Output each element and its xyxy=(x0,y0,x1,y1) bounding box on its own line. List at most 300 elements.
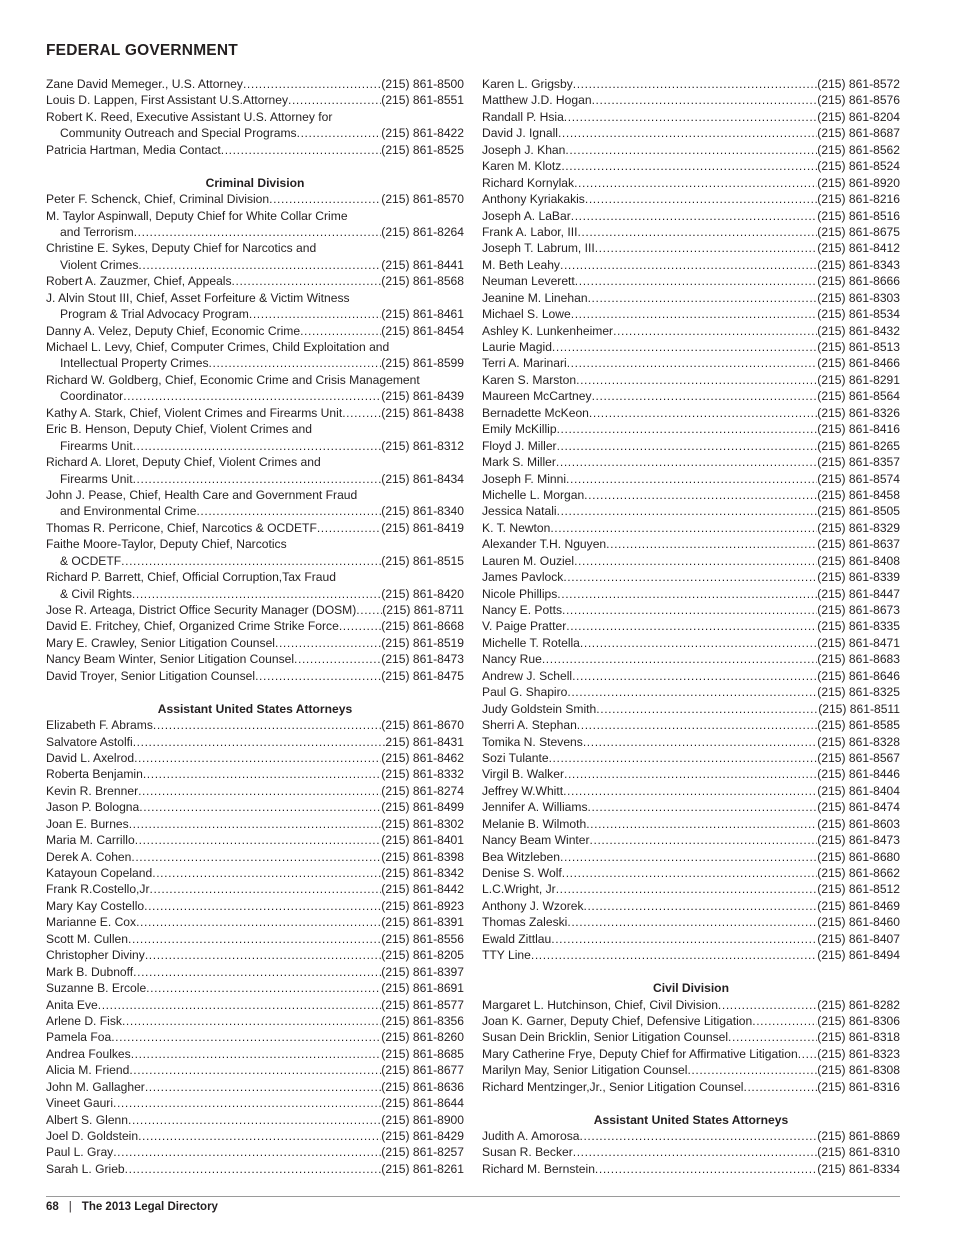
directory-entry xyxy=(482,849,900,865)
directory-entry xyxy=(482,240,900,256)
directory-entry xyxy=(46,191,464,207)
dot-leader xyxy=(571,306,818,322)
entry-name: and Terrorism xyxy=(60,224,134,239)
entry-phone: (215) 861-8603 xyxy=(817,816,900,831)
directory-entry xyxy=(482,175,900,191)
entry-name: Vineet Gauri xyxy=(46,1096,114,1111)
entry-name: Alicia M. Friend xyxy=(46,1063,130,1078)
dot-leader xyxy=(557,586,817,602)
entry-phone: (215) 861-8662 xyxy=(817,866,900,880)
entry-phone: (215) 861-8577 xyxy=(381,997,464,1012)
dot-leader xyxy=(560,849,817,865)
dot-leader xyxy=(613,323,817,339)
right-column xyxy=(482,76,900,1177)
entry-phone: (215) 861-8515 xyxy=(381,553,464,568)
directory-entry xyxy=(482,701,900,717)
dot-leader xyxy=(556,881,818,897)
entry-phone: (215) 861-8473 xyxy=(381,652,464,667)
directory-entry xyxy=(482,684,900,700)
dot-leader xyxy=(132,586,381,602)
entry-name: Anthony J. Wzorek xyxy=(482,898,584,913)
dot-leader xyxy=(564,109,818,125)
entry-name: Sherri A. Stephan xyxy=(482,718,577,733)
directory-entry xyxy=(482,487,900,503)
entry-name: Suzanne B. Ercole xyxy=(46,981,147,996)
directory-entry xyxy=(482,947,900,963)
dot-leader xyxy=(563,783,817,799)
entry-title-line: M. Taylor Aspinwall, Deputy Chief for White Collar Crime xyxy=(46,208,348,223)
dot-leader xyxy=(339,618,381,634)
directory-entry xyxy=(46,224,464,240)
entry-name: Alexander T.H. Nguyen xyxy=(482,537,607,552)
entry-name: Marianne E. Cox xyxy=(46,915,137,930)
entry-phone: 215) 861-8431 xyxy=(385,734,464,749)
directory-entry xyxy=(46,832,464,848)
dot-leader xyxy=(584,898,818,914)
entry-phone: (215) 861-8466 xyxy=(817,356,900,371)
dot-leader xyxy=(136,914,381,930)
entry-name: Joan K. Garner, Deputy Chief, Defensive Litigation xyxy=(482,1013,753,1028)
directory-entry xyxy=(46,1112,464,1128)
entry-phone: (215) 861-8525 xyxy=(381,142,464,157)
directory-entry xyxy=(46,865,464,881)
directory-entry xyxy=(482,1013,900,1029)
entry-name: Paul L. Gray xyxy=(46,1145,114,1160)
entry-name: Ewald Zittlau xyxy=(482,931,552,946)
entry-phone: (215) 861-8335 xyxy=(817,619,900,634)
dot-leader xyxy=(573,76,818,92)
dot-leader xyxy=(596,701,818,717)
directory-entry xyxy=(46,816,464,832)
entry-name: Nancy Beam Winter, Senior Litigation Counsel xyxy=(46,652,295,667)
directory-entry xyxy=(46,1029,464,1045)
dot-leader xyxy=(113,1144,381,1160)
entry-name: Louis D. Lappen, First Assistant U.S.Attorney xyxy=(46,93,288,108)
section-heading: Assistant United States Attorneys xyxy=(593,1112,789,1127)
entry-phone: (215) 861-8499 xyxy=(381,800,464,815)
directory-entry xyxy=(482,339,900,355)
directory-entry xyxy=(46,1144,464,1160)
entry-phone: (215) 861-8282 xyxy=(817,997,900,1012)
dot-leader xyxy=(550,520,817,536)
entry-name: Tomika N. Stevens xyxy=(482,734,583,749)
dot-leader xyxy=(138,1128,381,1144)
dot-leader xyxy=(752,1013,817,1029)
entry-name: Terri A. Marinari xyxy=(482,356,567,371)
entry-name: Nancy Rue xyxy=(482,652,542,667)
entry-phone: (215) 861-8216 xyxy=(817,192,900,207)
entry-name: Nicole Phillips xyxy=(482,586,558,601)
entry-phone: (215) 861-8303 xyxy=(817,290,900,305)
entry-name: Andrea Foulkes xyxy=(46,1046,131,1061)
entry-name: Maria M. Carrillo xyxy=(46,833,135,848)
dot-leader xyxy=(356,602,382,618)
entry-name: Judith A. Amorosa xyxy=(482,1129,580,1143)
directory-entry xyxy=(482,109,900,125)
entry-name: Danny A. Velez, Deputy Chief, Economic Crime xyxy=(46,323,301,338)
entry-phone: (215) 861-8412 xyxy=(817,241,900,256)
entry-name: Laurie Magid xyxy=(482,340,552,354)
dot-leader xyxy=(577,224,817,240)
entry-name: Sarah L. Grieb xyxy=(46,1161,125,1176)
section-spacer xyxy=(482,964,900,980)
entry-phone: (215) 861-8261 xyxy=(381,1161,464,1176)
entry-name: Anthony Kyriakakis xyxy=(482,192,585,207)
directory-entry xyxy=(482,273,900,289)
entry-phone: (215) 861-8204 xyxy=(817,109,900,124)
entry-phone: (215) 861-8308 xyxy=(817,1063,900,1078)
entry-name: Scott M. Cullen xyxy=(46,931,128,946)
entry-name: Ashley K. Lunkenheimer xyxy=(482,323,614,338)
entry-name: Joel D. Goldstein xyxy=(46,1129,139,1143)
entry-title-line: Robert K. Reed, Executive Assistant U.S. Attorney for xyxy=(46,109,333,124)
directory-entry xyxy=(46,980,464,996)
dot-leader xyxy=(144,898,381,914)
entry-name: Elizabeth F. Abrams xyxy=(46,718,153,733)
dot-leader xyxy=(133,471,382,487)
entry-name: David J. Ignall xyxy=(482,126,558,141)
entry-name: Mary Kay Costello xyxy=(46,898,145,913)
directory-entry xyxy=(482,306,900,322)
directory-entry xyxy=(482,569,900,585)
dot-leader xyxy=(577,717,818,733)
directory-entry xyxy=(482,1161,900,1177)
dot-leader xyxy=(798,1046,818,1062)
entry-phone: (215) 861-8442 xyxy=(381,882,464,897)
entry-name: Bernadette McKeon xyxy=(482,405,589,420)
entry-phone: (215) 861-8419 xyxy=(381,520,464,535)
dot-leader xyxy=(129,1062,381,1078)
entry-name: Arlene D. Fisk xyxy=(46,1013,122,1028)
dot-leader xyxy=(576,372,817,388)
entry-name: V. Paige Pratter xyxy=(482,619,567,634)
directory-entry xyxy=(482,881,900,897)
entry-name: Patricia Hartman, Media Contact xyxy=(46,142,221,157)
entry-name: Kathy A. Stark, Chief, Violent Crimes and Firearms Unit xyxy=(46,405,343,420)
entry-phone: (215) 861-8316 xyxy=(817,1079,900,1094)
dot-leader xyxy=(595,1161,817,1177)
entry-name: Community Outreach and Special Programs xyxy=(60,126,297,141)
entry-phone: (215) 861-8257 xyxy=(381,1145,464,1160)
directory-entry xyxy=(46,717,464,733)
directory-entry xyxy=(482,783,900,799)
entry-name: Judy Goldstein Smith xyxy=(482,701,597,716)
entry-phone: (215) 861-8475 xyxy=(381,668,464,683)
dot-leader xyxy=(134,750,381,766)
entry-title-line: Christine E. Sykes, Deputy Chief for Narcotics and xyxy=(46,241,317,256)
dot-leader xyxy=(145,1079,381,1095)
entry-name: Derek A. Cohen xyxy=(46,849,132,864)
entry-name: Mark S. Miller xyxy=(482,455,556,470)
entry-phone: (215) 861-8670 xyxy=(381,718,464,733)
entry-name: Michelle L. Morgan xyxy=(482,487,585,502)
dot-leader xyxy=(138,257,381,273)
dot-leader xyxy=(133,734,386,750)
entry-phone: (215) 861-8923 xyxy=(381,898,464,913)
entry-name: Joseph J. Khan xyxy=(482,142,566,157)
entry-name: Virgil B. Walker xyxy=(482,767,564,782)
directory-entry xyxy=(482,454,900,470)
entry-phone: (215) 861-8644 xyxy=(381,1096,464,1111)
entry-phone: (215) 861-8461 xyxy=(381,307,464,322)
entry-phone: (215) 861-8677 xyxy=(381,1063,464,1078)
entry-phone: (215) 861-8265 xyxy=(817,438,900,453)
entry-phone: (215) 861-8683 xyxy=(817,652,900,667)
entry-name: Program & Trial Advocacy Program xyxy=(60,307,249,322)
dot-leader xyxy=(552,339,817,355)
entry-name: Floyd J. Miller xyxy=(482,438,557,453)
entry-title-line: Faithe Moore-Taylor, Deputy Chief, Narcotics xyxy=(46,537,287,552)
dot-leader xyxy=(275,635,381,651)
entry-phone: (215) 861-8691 xyxy=(381,981,464,996)
entry-phone: (215) 861-8422 xyxy=(381,126,464,141)
entry-phone: (215) 861-8274 xyxy=(381,783,464,798)
dot-leader xyxy=(556,454,817,470)
entry-phone: (215) 861-8291 xyxy=(817,372,900,387)
directory-entry xyxy=(46,76,464,92)
dot-leader xyxy=(269,191,381,207)
directory-entry xyxy=(482,553,900,569)
directory-entry xyxy=(46,734,464,750)
directory-entry xyxy=(46,931,464,947)
entry-name: Christopher Diviny xyxy=(46,948,145,963)
dot-leader xyxy=(317,520,381,536)
directory-entry xyxy=(482,816,900,832)
dot-leader xyxy=(139,799,381,815)
entry-phone: (215) 861-8675 xyxy=(817,224,900,239)
directory-entry xyxy=(482,536,900,552)
directory-entry xyxy=(46,914,464,930)
dot-leader xyxy=(243,76,381,92)
dot-leader xyxy=(121,553,381,569)
entry-name: Katayoun Copeland xyxy=(46,866,153,880)
entry-name: Margaret L. Hutchinson, Chief, Civil Division xyxy=(482,997,718,1012)
directory-entry xyxy=(46,438,464,454)
directory-entry xyxy=(46,849,464,865)
directory-entry xyxy=(46,635,464,651)
footer-separator: | xyxy=(68,1201,72,1213)
entry-name: Marilyn May, Senior Litigation Counsel xyxy=(482,1063,688,1078)
directory-entry xyxy=(482,734,900,750)
dot-leader xyxy=(564,766,817,782)
directory-entry xyxy=(46,783,464,799)
entry-phone: (215) 861-8357 xyxy=(817,455,900,470)
entry-phone: (215) 861-8534 xyxy=(817,307,900,322)
directory-entry xyxy=(482,1079,900,1095)
entry-phone: (215) 861-8646 xyxy=(817,668,900,683)
entry-phone: (215) 861-8585 xyxy=(817,718,900,733)
dot-leader xyxy=(590,832,818,848)
entry-name: and Environmental Crime xyxy=(60,504,197,519)
dot-leader xyxy=(606,536,817,552)
dot-leader xyxy=(138,783,381,799)
entry-phone: (215) 861-8264 xyxy=(381,224,464,239)
directory-entry xyxy=(46,750,464,766)
entry-name: Michelle T. Rotella xyxy=(482,635,580,650)
directory-entry xyxy=(482,191,900,207)
entry-name: Pamela Foa xyxy=(46,1030,112,1045)
dot-leader xyxy=(133,438,382,454)
entry-name: Intellectual Property Crimes xyxy=(60,356,209,371)
entry-name: M. Beth Leahy xyxy=(482,257,560,272)
entry-name: Joseph A. LaBar xyxy=(482,208,571,223)
directory-entry xyxy=(482,125,900,141)
directory-entry xyxy=(482,323,900,339)
entry-phone: (215) 861-8599 xyxy=(381,356,464,371)
entry-name: James Pavlock xyxy=(482,570,564,585)
entry-name: Richard Kornylak xyxy=(482,175,575,190)
entry-phone: (215) 861-8668 xyxy=(381,619,464,634)
page-number: 68 xyxy=(46,1201,59,1213)
directory-entry xyxy=(482,1062,900,1078)
entry-name: Michael S. Lowe xyxy=(482,307,571,322)
directory-entry xyxy=(46,618,464,634)
directory-entry xyxy=(46,898,464,914)
entry-title-line: Richard A. Lloret, Deputy Chief, Violent Crimes and xyxy=(46,455,321,470)
dot-leader xyxy=(123,388,381,404)
entry-phone: (215) 861-8205 xyxy=(381,948,464,963)
entry-phone: (215) 861-8429 xyxy=(381,1129,464,1143)
entry-phone: (215) 861-8339 xyxy=(817,570,900,585)
entry-phone: (215) 861-8636 xyxy=(381,1079,464,1094)
entry-phone: (215) 861-8447 xyxy=(817,586,900,601)
directory-entry xyxy=(482,618,900,634)
directory-entry xyxy=(46,1079,464,1095)
entry-phone: (215) 861-8469 xyxy=(817,898,900,913)
dot-leader xyxy=(567,684,817,700)
entry-phone: (215) 861-8460 xyxy=(817,915,900,930)
directory-entry xyxy=(46,306,464,322)
dot-leader xyxy=(583,734,817,750)
directory-entry xyxy=(482,635,900,651)
entry-phone: (215) 861-8432 xyxy=(817,323,900,338)
dot-leader xyxy=(567,355,818,371)
dot-leader xyxy=(232,273,382,289)
dot-leader xyxy=(288,92,381,108)
dot-leader xyxy=(153,717,381,733)
dot-leader xyxy=(584,487,817,503)
entry-phone: (215) 861-8568 xyxy=(381,274,464,289)
entry-phone: (215) 861-8334 xyxy=(817,1161,900,1176)
directory-entry xyxy=(482,503,900,519)
directory-entry xyxy=(46,997,464,1013)
directory-entry xyxy=(482,208,900,224)
dot-leader xyxy=(294,651,381,667)
directory-entry xyxy=(46,471,464,487)
directory-entry xyxy=(482,914,900,930)
entry-name: Jeffrey W.Whitt xyxy=(482,783,564,798)
dot-leader xyxy=(728,1029,817,1045)
directory-entry xyxy=(482,257,900,273)
entry-phone: (215) 861-8576 xyxy=(817,93,900,108)
entry-phone: (215) 861-8564 xyxy=(817,389,900,404)
directory-entry xyxy=(482,92,900,108)
directory-entry xyxy=(482,832,900,848)
entry-phone: (215) 861-8685 xyxy=(381,1046,464,1061)
directory-entry xyxy=(482,142,900,158)
entry-phone: (215) 861-8551 xyxy=(381,93,464,108)
entry-name: Jason P. Bologna xyxy=(46,800,140,815)
directory-entry xyxy=(482,520,900,536)
dot-leader xyxy=(574,175,817,191)
entry-name: Zane David Memeger., U.S. Attorney xyxy=(46,77,243,91)
entry-name: Firearms Unit xyxy=(60,471,133,486)
dot-leader xyxy=(588,799,818,815)
dot-leader xyxy=(579,1128,817,1144)
directory-entry xyxy=(482,372,900,388)
dot-leader xyxy=(531,947,817,963)
entry-phone: (215) 861-8420 xyxy=(381,586,464,601)
entry-name: Susan Dein Bricklin, Senior Litigation Counsel xyxy=(482,1030,729,1045)
entry-name: Roberta Benjamin xyxy=(46,767,143,782)
dot-leader xyxy=(573,1144,818,1160)
entry-name: Sozi Tulante xyxy=(482,750,549,765)
dot-leader xyxy=(549,750,818,766)
directory-entry xyxy=(46,651,464,667)
entry-name: Joseph F. Minni xyxy=(482,471,567,486)
entry-phone: (215) 861-8511 xyxy=(818,701,900,716)
entry-name: Joan E. Burnes xyxy=(46,816,129,831)
directory-entry xyxy=(482,1046,900,1062)
entry-phone: (215) 861-8711 xyxy=(382,603,464,617)
directory-entry xyxy=(482,717,900,733)
directory-entry xyxy=(482,355,900,371)
entry-name: Emily McKillip xyxy=(482,422,557,437)
entry-phone: (215) 861-8519 xyxy=(381,635,464,650)
entry-name: Salvatore Astolfi xyxy=(46,734,133,749)
entry-phone: (215) 861-8516 xyxy=(817,208,900,223)
entry-name: K. T. Newton xyxy=(482,520,551,535)
dot-leader xyxy=(595,240,818,256)
dot-leader xyxy=(567,914,817,930)
entry-phone: (215) 861-8326 xyxy=(817,405,900,420)
entry-name: Frank A. Labor, III xyxy=(482,224,578,239)
entry-phone: (215) 861-8260 xyxy=(381,1030,464,1045)
directory-entry xyxy=(46,503,464,519)
entry-title-line: Richard P. Barrett, Chief, Official Corruption,Tax Fraud xyxy=(46,570,336,585)
directory-entry xyxy=(46,766,464,782)
entry-phone: (215) 861-8438 xyxy=(381,405,464,420)
directory-entry xyxy=(482,471,900,487)
section-spacer xyxy=(482,1095,900,1111)
entry-name: Maureen McCartney xyxy=(482,389,592,404)
entry-phone: (215) 861-8446 xyxy=(817,767,900,782)
entry-name: L.C.Wright, Jr xyxy=(482,882,556,897)
directory-entry xyxy=(482,224,900,240)
dot-leader xyxy=(557,438,818,454)
entry-phone: (215) 861-8398 xyxy=(381,849,464,864)
entry-name: Randall P. Hsia xyxy=(482,109,564,124)
dot-leader xyxy=(592,388,818,404)
page-title: FEDERAL GOVERNMENT xyxy=(46,42,238,59)
entry-phone: (215) 861-8494 xyxy=(817,948,900,963)
entry-name: Jessica Natali xyxy=(482,504,557,519)
directory-entry xyxy=(46,388,464,404)
entry-phone: (215) 861-8454 xyxy=(381,323,464,338)
entry-phone: (215) 861-8473 xyxy=(817,833,900,848)
dot-leader xyxy=(113,1095,381,1111)
entry-phone: (215) 861-8512 xyxy=(817,882,900,897)
directory-entry xyxy=(46,586,464,602)
entry-phone: (215) 861-8329 xyxy=(817,520,900,535)
entry-name: Joseph T. Labrum, III xyxy=(482,241,595,256)
entry-name: Melanie B. Wilmoth xyxy=(482,816,587,831)
directory-entry xyxy=(482,76,900,92)
directory-entry xyxy=(482,158,900,174)
entry-phone: (215) 861-8416 xyxy=(817,422,900,437)
dot-leader xyxy=(133,964,381,980)
entry-name: Firearms Unit xyxy=(60,438,133,453)
